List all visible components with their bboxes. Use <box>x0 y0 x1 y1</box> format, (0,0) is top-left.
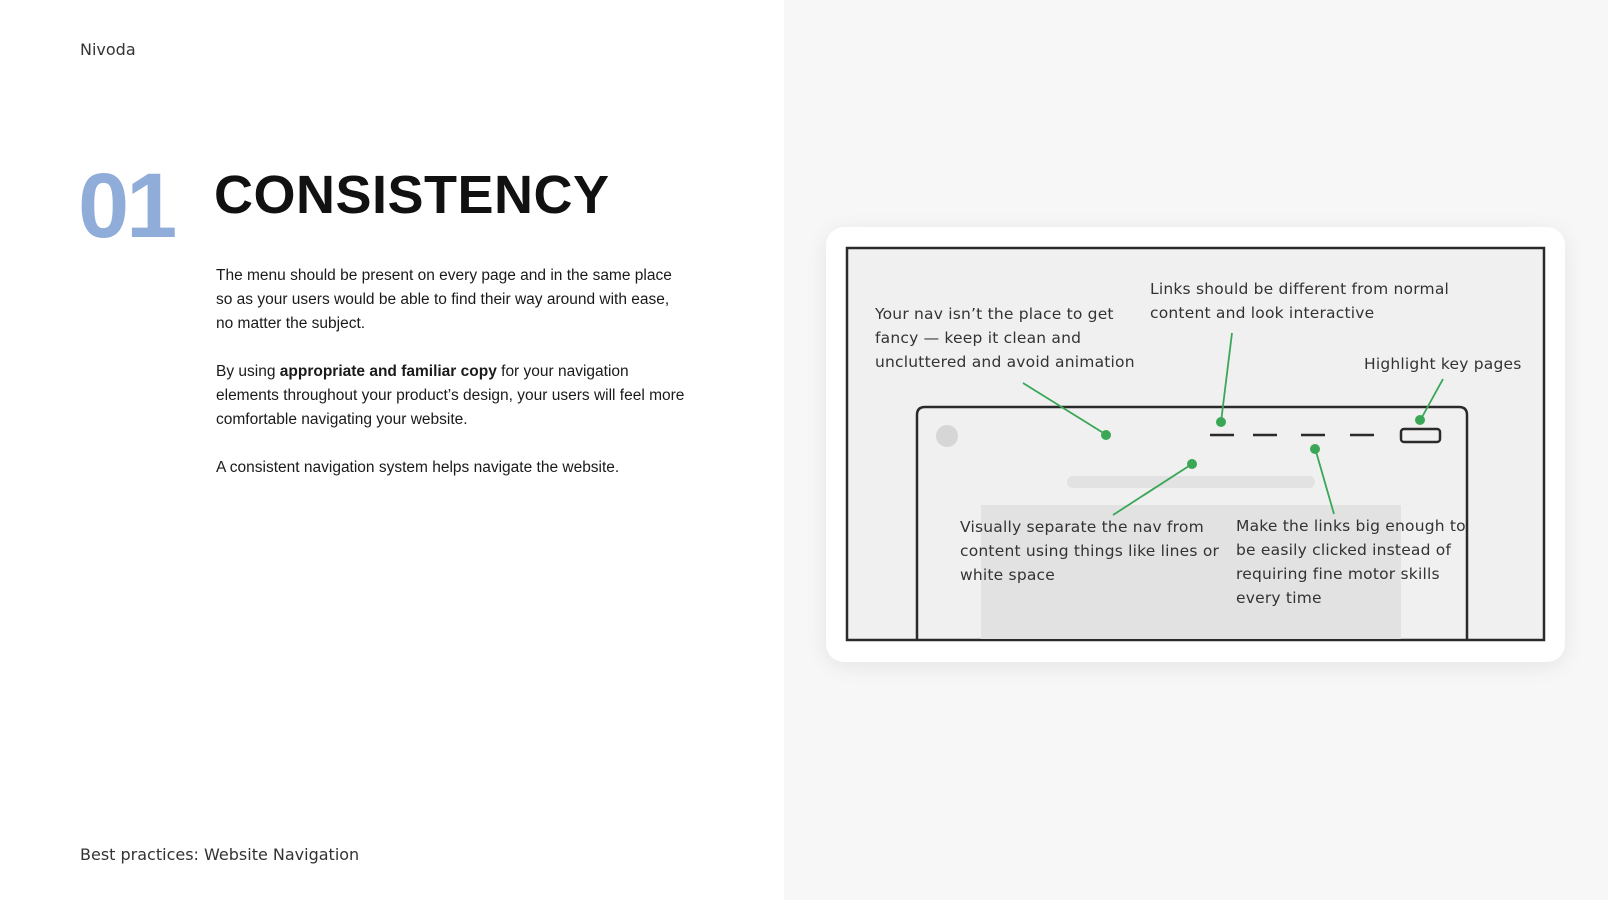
annotation-highlight-pages: Highlight key pages <box>1364 355 1522 373</box>
annotation-links-big: Make the links big enough to be easily clicked instead of requiring fine motor skills every time <box>1236 517 1466 607</box>
body-paragraph-2-start: By using <box>216 363 280 380</box>
body-paragraph-2-end: for your navigation elements throughout your product’s design, your users will feel more comfortable navigating your website. <box>216 363 685 428</box>
callout-dot-links-big <box>1310 444 1320 454</box>
annotation-links-different: Links should be different from normal content and look interactive <box>1150 280 1450 322</box>
footer-caption: Best practices: Website Navigation <box>80 845 360 864</box>
annotation-separate-nav: Visually separate the nav from content using things like lines or white space <box>960 518 1220 584</box>
annotation-clean-nav: Your nav isn’t the place to get fancy — keep it clean and uncluttered and avoid animation <box>875 305 1135 371</box>
section-title: CONSISTENCY <box>214 165 610 225</box>
brand-name: Nivoda <box>80 40 136 59</box>
body-paragraph-2-highlight: appropriate and familiar copy <box>279 363 497 380</box>
logo-placeholder <box>936 425 958 447</box>
callout-dot-separate <box>1187 459 1197 469</box>
nav-separator-bar <box>1067 476 1315 488</box>
callout-dot-clean-nav <box>1101 430 1111 440</box>
body-paragraph-1: The menu should be present on every page and in the same place so as your users would be able to find their way around with ease, no matter the subject. <box>216 267 672 332</box>
callout-dot-links-different <box>1216 417 1226 427</box>
callout-dot-highlight <box>1415 415 1425 425</box>
body-paragraph-3: A consistent navigation system helps navigate the website. <box>216 459 620 476</box>
section-number: 01 <box>78 155 175 257</box>
